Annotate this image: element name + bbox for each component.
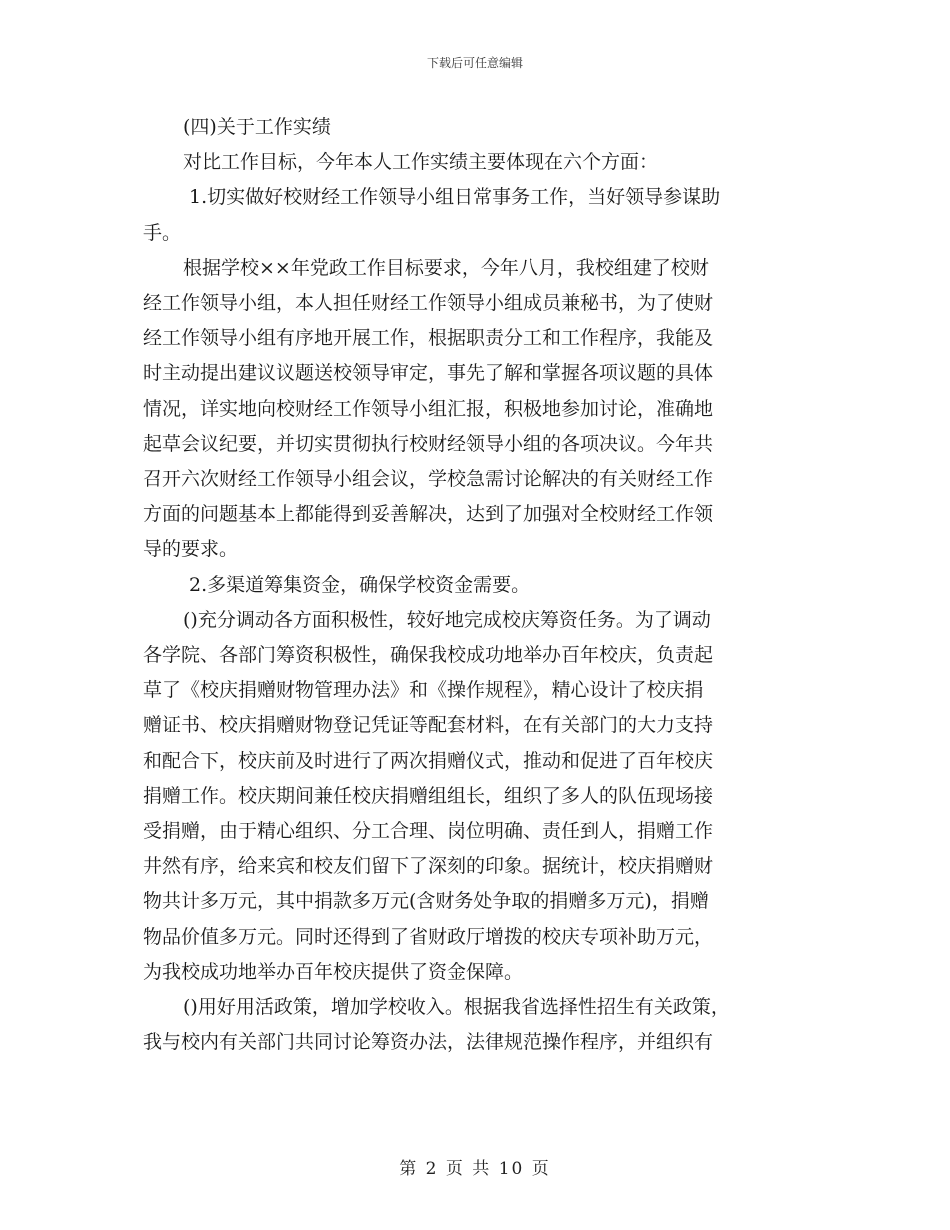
text-line: 物品价值多万元。同时还得到了省财政厅增拨的校庆专项补助万元， [143, 925, 714, 948]
text-line: 物共计多万元，其中捐款多万元(含财务处争取的捐赠多万元)，捐赠 [143, 890, 709, 913]
text-line: 受捐赠，由于精心组织、分工合理、岗位明确、责任到人，捐赠工作 [143, 820, 714, 843]
text-line: 情况，详实地向校财经工作领导小组汇报，积极地参加讨论，准确地 [143, 397, 714, 420]
text-line: 和配合下，校庆前及时进行了两次捐赠仪式，推动和促进了百年校庆 [143, 749, 714, 772]
text-line: 我与校内有关部门共同讨论筹资办法，法律规范操作程序，并组织有 [143, 1031, 714, 1054]
text-line: 方面的问题基本上都能得到妥善解决，达到了加强对全校财经工作领 [143, 503, 714, 526]
text-line: 经工作领导小组有序地开展工作，根据职责分工和工作程序，我能及 [143, 327, 714, 350]
text-line: 井然有序，给来宾和校友们留下了深刻的印象。据统计，校庆捐赠财 [143, 855, 714, 878]
text-line: 时主动提出建议议题送校领导审定，事先了解和掌握各项议题的具体 [143, 362, 714, 385]
text-line: 召开六次财经工作领导小组会议，学校急需讨论解决的有关财经工作 [143, 468, 714, 491]
text-line: 各学院、各部门筹资积极性，确保我校成功地举办百年校庆，负责起 [143, 644, 714, 667]
text-line: 手。 [143, 221, 182, 244]
text-line: 草了《校庆捐赠财物管理办法》和《操作规程》，精心设计了校庆捐 [143, 679, 704, 702]
page-number-footer: 第 2 页 共 10 页 [399, 1159, 551, 1179]
text-line: 为我校成功地举办百年校庆提供了资金保障。 [143, 960, 524, 983]
list-item-heading: 1.切实做好校财经工作领导小组日常事务工作，当好领导参谋助 [189, 186, 721, 209]
list-item-heading: 2.多渠道筹集资金，确保学校资金需要。 [189, 573, 531, 596]
text-line: 根据学校××年党政工作目标要求，今年八月，我校组建了校财 [183, 256, 709, 279]
text-line: ()充分调动各方面积极性，较好地完成校庆筹资任务。为了调动 [183, 608, 711, 631]
document-body [143, 110, 808, 1060]
text-line: 导的要求。 [143, 538, 239, 561]
text-line: 起草会议纪要，并切实贯彻执行校财经领导小组的各项决议。今年共 [143, 432, 714, 455]
page-header-note: 下载后可任意编辑 [426, 56, 523, 70]
text-line: ()用好用活政策，增加学校收入。根据我省选择性招生有关政策， [183, 996, 730, 1019]
text-line: 经工作领导小组，本人担任财经工作领导小组成员兼秘书，为了使财 [143, 292, 714, 315]
section-heading: (四)关于工作实绩 [183, 116, 331, 138]
text-line: 捐赠工作。校庆期间兼任校庆捐赠组组长，组织了多人的队伍现场接 [143, 784, 714, 807]
text-line: 对比工作目标，今年本人工作实绩主要体现在六个方面： [183, 151, 659, 174]
text-line: 赠证书、校庆捐赠财物登记凭证等配套材料，在有关部门的大力支持 [143, 714, 714, 737]
